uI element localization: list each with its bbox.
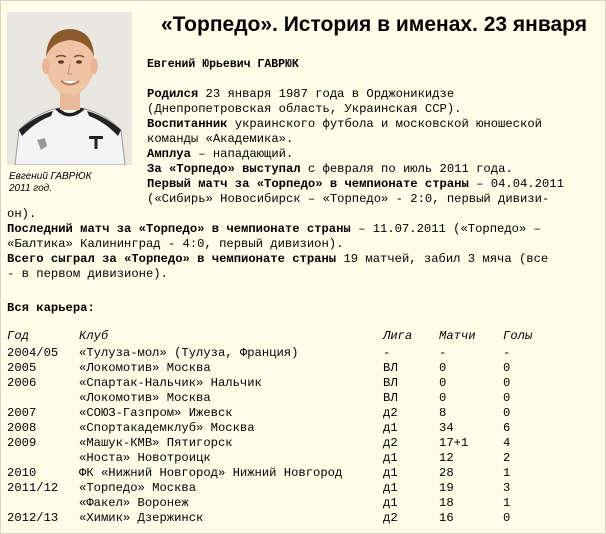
bio-born-line-2: (Днепропетровская область, Украинская ССР).	[147, 102, 462, 116]
row-season: 2005	[7, 361, 37, 375]
bio-total-label: Всего сыграл за «Торпедо» в чемпионате страны	[7, 252, 337, 266]
bio-first-line-3: он).	[7, 207, 37, 221]
row-league: д1	[383, 466, 398, 480]
row-league: ВЛ	[383, 391, 398, 405]
bio-played-label: За «Торпедо» выступал	[147, 162, 301, 176]
row-league: д1	[383, 496, 398, 510]
row-season: 2009	[7, 436, 37, 450]
row-matches: 28	[439, 466, 454, 480]
table-row	[5, 466, 565, 481]
row-club: «СОЮЗ-Газпром» Ижевск	[79, 406, 233, 420]
bio-total-line-2: - в первом дивизионе).	[7, 267, 168, 281]
player-bio-continued	[7, 207, 603, 282]
row-goals: -	[503, 346, 511, 360]
bio-last-line-2: «Балтика» Калининград - 4:0, первый дивизион).	[7, 237, 344, 251]
row-club: «Носта» Новотроицк	[79, 451, 211, 465]
table-row	[5, 406, 565, 421]
bio-first-label: Первый матч за «Торпедо» в чемпионате страны	[147, 177, 469, 191]
bio-role-text: – нападающий.	[190, 147, 294, 161]
table-row	[5, 496, 565, 511]
row-club: «Тулуза-мол» (Тулуза, Франция)	[79, 346, 299, 360]
row-matches: 16	[439, 511, 454, 525]
row-season	[5, 391, 77, 406]
row-matches: 19	[439, 481, 454, 495]
row-matches: 34	[439, 421, 454, 435]
row-goals: 1	[503, 466, 511, 480]
row-league: ВЛ	[383, 376, 398, 390]
row-goals: 2	[503, 451, 511, 465]
bio-role-line	[147, 147, 599, 162]
table-row	[5, 346, 565, 361]
row-goals: 0	[503, 391, 511, 405]
bio-played-line	[147, 162, 599, 177]
player-name: Евгений Юрьевич ГАВРЮК	[147, 58, 299, 71]
row-goals: 1	[503, 496, 511, 510]
row-goals: 0	[503, 511, 511, 525]
bio-born-line	[147, 87, 599, 102]
row-matches: 17+1	[439, 436, 469, 450]
bio-last-line	[7, 222, 603, 237]
bio-last-label: Последний матч за «Торпедо» в чемпионате страны	[7, 222, 351, 236]
row-season: 2006	[7, 376, 37, 390]
row-club: «Химик» Дзержинск	[79, 511, 204, 525]
row-matches: 12	[439, 451, 454, 465]
row-league: д2	[383, 406, 398, 420]
row-season: 2004/05	[7, 346, 59, 360]
row-club: «Факел» Воронеж	[79, 496, 189, 510]
bio-total-text: 19 матчей, забил 3 мяча (все	[336, 252, 549, 266]
table-row	[5, 361, 565, 376]
career-header-row	[5, 329, 565, 346]
row-league: д1	[383, 481, 398, 495]
table-row	[5, 436, 565, 451]
row-matches: 0	[439, 376, 447, 390]
bio-pupil-label: Воспитанник	[147, 117, 228, 131]
table-row	[5, 451, 565, 466]
row-club: «Локомотив» Москва	[79, 391, 211, 405]
row-goals: 0	[503, 361, 511, 375]
career-table	[5, 329, 565, 526]
photo-caption-name: Евгений ГАВРЮК	[9, 171, 92, 182]
row-league: -	[383, 346, 391, 360]
row-season: 2011/12	[7, 481, 59, 495]
row-league: д2	[383, 436, 398, 450]
row-matches: -	[439, 346, 447, 360]
header-matches: Матчи	[439, 329, 476, 343]
row-season: 2007	[7, 406, 37, 420]
row-league: д2	[383, 511, 398, 525]
table-row	[5, 511, 565, 526]
bio-role-label: Амплуа	[147, 147, 191, 161]
row-matches: 0	[439, 391, 447, 405]
table-row	[5, 391, 565, 406]
row-goals: 0	[503, 376, 511, 390]
player-portrait-image	[7, 12, 132, 165]
row-club: «Локомотив» Москва	[79, 361, 211, 375]
row-goals: 4	[503, 436, 511, 450]
row-season: 2012/13	[7, 511, 59, 525]
career-title: Вся карьера:	[7, 301, 95, 315]
photo-caption-year: 2011 год.	[9, 183, 52, 194]
table-row	[5, 421, 565, 436]
row-season: 2010	[7, 466, 37, 480]
row-league: д1	[383, 451, 398, 465]
player-photo	[7, 12, 132, 165]
header-club: Клуб	[79, 329, 109, 343]
row-matches: 8	[439, 406, 447, 420]
player-bio	[147, 87, 599, 207]
table-row	[5, 481, 565, 496]
row-club: «Спортакадемклуб» Москва	[79, 421, 255, 435]
bio-last-text: – 11.07.2011 («Торпедо» –	[350, 222, 541, 236]
bio-first-date: – 04.04.2011	[468, 177, 564, 191]
bio-born-text: 23 января 1987 года в Орджоникидзе	[198, 87, 455, 101]
bio-played-text: с февраля по июль 2011 года.	[300, 162, 513, 176]
row-league: д1	[383, 421, 398, 435]
row-goals: 0	[503, 406, 511, 420]
header-league: Лига	[383, 329, 413, 343]
row-club: «Спартак-Нальчик» Нальчик	[79, 376, 262, 390]
page-title: «Торпедо». История в именах. 23 января	[161, 13, 587, 36]
bio-total-line	[7, 252, 603, 267]
row-matches: 0	[439, 361, 447, 375]
bio-first-line-2: («Сибирь» Новосибирск – «Торпедо» - 2:0, первый дивизи-	[147, 192, 550, 206]
table-row	[5, 376, 565, 391]
row-season	[5, 496, 77, 511]
row-club: «Машук-КМВ» Пятигорск	[79, 436, 233, 450]
bio-first-line	[147, 177, 599, 192]
bio-pupil-line	[147, 117, 599, 132]
photo-caption	[9, 171, 129, 195]
bio-pupil-line-2: команды «Академика».	[147, 132, 294, 146]
row-club: «Торпедо» Москва	[79, 481, 197, 495]
row-goals: 6	[503, 421, 511, 435]
header-goals: Голы	[503, 329, 533, 343]
row-season: 2008	[7, 421, 37, 435]
row-season	[5, 451, 77, 466]
row-matches: 18	[439, 496, 454, 510]
header-season: Год	[7, 329, 29, 343]
bio-pupil-text: украинского футбола и московской юношеской	[227, 117, 542, 131]
row-goals: 3	[503, 481, 511, 495]
row-club: ФК «Нижний Новгород» Нижний Новгород	[79, 466, 343, 480]
bio-born-label: Родился	[147, 87, 199, 101]
row-league: ВЛ	[383, 361, 398, 375]
